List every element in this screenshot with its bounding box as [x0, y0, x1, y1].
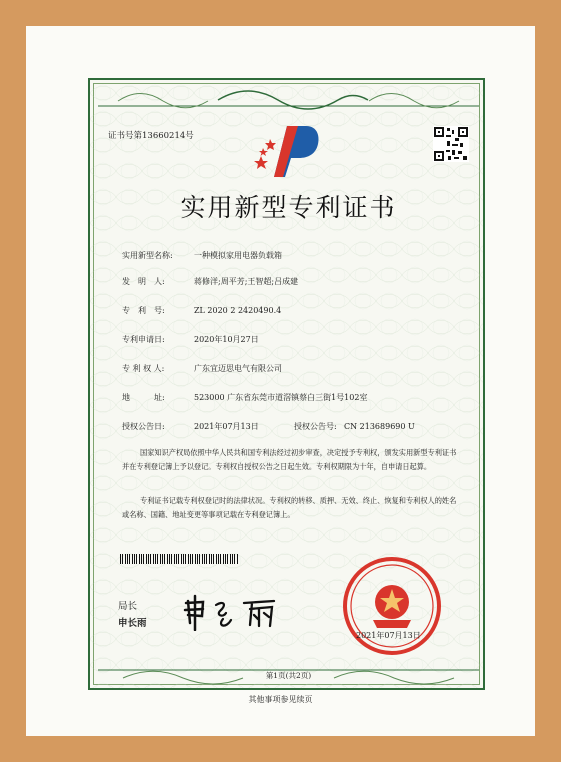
certificate-document [88, 78, 485, 690]
page-number: 第1页(共2页) [265, 671, 312, 680]
certificate-paragraph-1: 国家知识产权局依照中华人民共和国专利法经过初步审查，决定授予专利权，颁发实用新型专利证书并在专利登记簿上予以登记。专利权自授权公告之日起生效。专利权期限为十年，自申请日起算。 [122, 448, 457, 471]
address-label: 地 址: [122, 393, 165, 402]
seal-date: 2021年07月13日 [356, 631, 421, 640]
official-seal-icon [340, 554, 444, 658]
certificate-title: 实用新型专利证书 [180, 193, 397, 222]
patent-logo-icon [254, 122, 322, 180]
certificate-number: 证书号第13660214号 [108, 131, 194, 141]
utility-model-name-value: 一种模拟家用电器负载箱 [194, 251, 282, 260]
application-date-label: 专利申请日: [122, 335, 165, 344]
footer-note: 其他事项参见续页 [248, 695, 313, 704]
utility-model-name-label: 实用新型名称: [122, 251, 173, 260]
inventor-value: 蒋修洋;周平芳;王智超;吕成建 [194, 277, 299, 286]
signature-icon [178, 593, 290, 631]
inventor-label: 发 明 人: [122, 277, 165, 286]
barcode-icon [120, 554, 238, 564]
signatory-name: 申长雨 [118, 618, 147, 629]
grant-number-value: CN 213689690 U [344, 422, 415, 431]
qr-code-icon [433, 126, 469, 162]
patentee-value: 广东宜迈思电气有限公司 [194, 364, 282, 373]
patent-number-label: 专 利 号: [122, 306, 165, 315]
patent-number-value: ZL 2020 2 2420490.4 [194, 306, 282, 315]
grant-number-label: 授权公告号: [294, 422, 337, 431]
patentee-label: 专 利 权 人: [122, 364, 165, 373]
top-ornamental-border-icon [98, 86, 479, 110]
grant-date-label: 授权公告日: [122, 422, 165, 431]
grant-date-value: 2021年07月13日 [194, 422, 259, 431]
certificate-paragraph-2: 专利证书记载专利权登记时的法律状况。专利权的转移、质押、无效、终止、恢复和专利权人的姓名或名称、国籍、地址变更等事项记载在专利登记簿上。 [122, 496, 457, 519]
address-value: 523000 广东省东莞市道滘镇蔡白三街1号102室 [194, 393, 368, 402]
signatory-title: 局长 [118, 601, 138, 612]
application-date-value: 2020年10月27日 [194, 335, 259, 344]
